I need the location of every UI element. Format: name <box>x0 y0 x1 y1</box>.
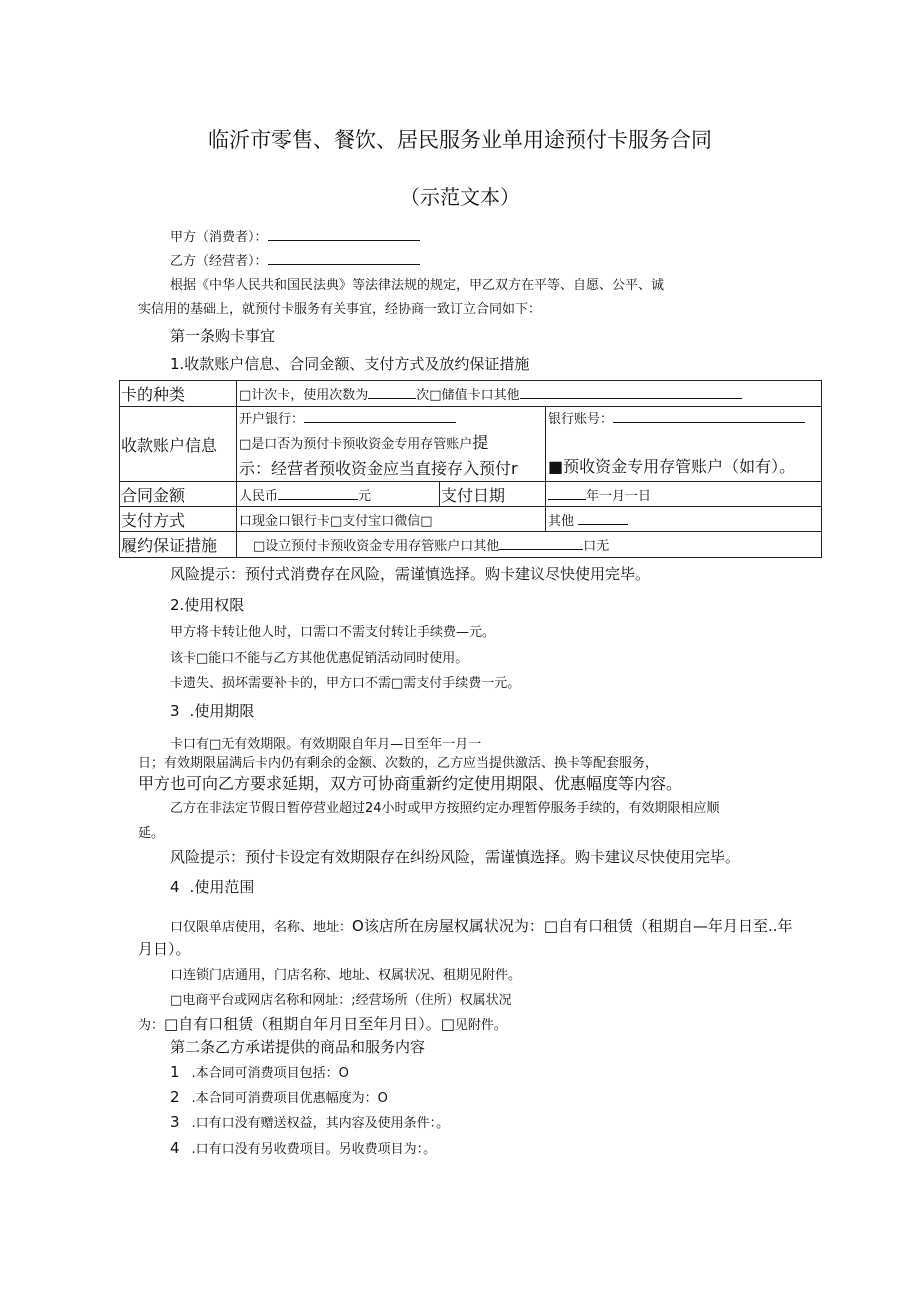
section-4-line-1: 口仅限单店使用，名称、地址：O该店所在房屋权属状况为：□自有口租赁（租期自—年月日至..年 <box>170 917 793 935</box>
section-3-line-5: 延。 <box>138 826 165 841</box>
risk-notice-1: 风险提示：预付式消费存在风险，需谨慎选择。购卡建议尽快使用完毕。 <box>170 565 651 583</box>
section-2-line-3: 卡遗失、损坏需要补卡的，甲方口不需□需支付手续费一元。 <box>170 676 521 691</box>
risk-notice-2: 风险提示：预付卡设定有效期限存在纠纷风险，需谨慎选择。购卡建议尽快使用完毕。 <box>170 848 741 866</box>
guarantee-label: 履约保证措施 <box>120 532 237 558</box>
pay-method-label: 支付方式 <box>120 507 237 532</box>
section-2-heading: 2.使用权限 <box>170 596 245 614</box>
section-4-line-4: □电商平台或网店名称和网址：;经营场所（住所）权属状况 <box>170 993 512 1008</box>
pay-method-other[interactable]: 其他 <box>546 507 822 532</box>
article-2-item-4: 4 .口有口没有另收费项目。另收费项目为：。 <box>170 1139 437 1157</box>
section-2-line-2: 该卡□能口不能与乙方其他优惠促销活动同时使用。 <box>170 651 469 666</box>
pay-date-label: 支付日期 <box>440 482 546 507</box>
section-4-heading: 4 .使用范围 <box>170 878 255 896</box>
account-info-left: 开户银行： □是口否为预付卡预收资金专用存管账户提 示：经营者预收资金应当直接存入预付r <box>237 407 546 482</box>
party-b-label: 乙方（经营者）： <box>170 254 268 269</box>
bank-name-blank[interactable] <box>304 421 456 423</box>
bank-account-blank[interactable] <box>613 421 805 423</box>
intro-line-1: 根据《中华人民共和国民法典》等法律法规的规定，甲乙双方在平等、自愿、公平、诚 <box>170 278 665 293</box>
account-info-right: 银行账号： ■预收资金专用存管账户（如有）。 <box>546 407 822 482</box>
pay-method-options[interactable]: 口现金口银行卡□支付宝口微信□ <box>237 507 546 532</box>
section-4-line-2: 月日）。 <box>138 940 191 958</box>
contract-amount-label: 合同金额 <box>120 482 237 507</box>
section-2-line-1: 甲方将卡转让他人时，口需口不需支付转让手续费—元。 <box>170 625 496 640</box>
section-3-line-3: 甲方也可向乙方要求延期，双方可协商重新约定使用期限、优惠幅度等内容。 <box>138 774 683 793</box>
card-type-value[interactable]: □计次卡，使用次数为 次□储值卡口其他 <box>237 381 822 407</box>
party-a-blank[interactable] <box>268 239 420 241</box>
section-4-line-5: 为：□自有口租赁（租期自年月日至年月日）。□见附件。 <box>138 1015 507 1033</box>
document-subtitle: （示范文本） <box>400 185 520 209</box>
deposit-hint: 示：经营者预收资金应当直接存入预付r <box>239 459 518 478</box>
article-1-heading: 第一条购卡事宜 <box>170 327 276 345</box>
contract-amount-value[interactable]: 人民币 元 <box>237 482 440 507</box>
guarantee-value[interactable]: □设立预付卡预收资金专用存管账户口其他 口无 <box>237 532 822 558</box>
party-a-label: 甲方（消费者）： <box>170 230 268 245</box>
section-3-line-4: 乙方在非法定节假日暂停营业超过24小时或甲方按照约定办理暂停服务手续的，有效期限相应顺 <box>170 801 720 816</box>
party-a-line <box>170 226 420 245</box>
document-title: 临沂市零售、餐饮、居民服务业单用途预付卡服务合同 <box>208 128 712 152</box>
pay-date-value[interactable]: 年一月一日 <box>546 482 822 507</box>
intro-line-2: 实信用的基础上，就预付卡服务有关事宜，经协商一致订立合同如下： <box>138 302 542 317</box>
article-2-item-2: 2 .本合同可消费项目优惠幅度为：O <box>170 1088 388 1106</box>
section-3-heading: 3 .使用期限 <box>170 702 255 720</box>
section-3-line-2: 日；有效期限届满后卡内仍有剩余的金额、次数的，乙方应当提供激活、换卡等配套服务， <box>138 756 659 771</box>
account-info-label: 收款账户信息 <box>120 407 237 482</box>
party-b-blank[interactable] <box>268 263 420 265</box>
article-2-item-3: 3 .口有口没有赠送权益，其内容及使用条件：。 <box>170 1113 450 1131</box>
section-1-1-heading: 1.收款账户信息、合同金额、支付方式及放约保证措施 <box>170 355 530 373</box>
dedicated-account-check[interactable]: □是口否为预付卡预收资金专用存管账户 <box>239 437 473 452</box>
deposit-hint-cont: ■预收资金专用存管账户（如有）。 <box>548 457 796 476</box>
article-2-item-1: 1 .本合同可消费项目包括：O <box>170 1063 349 1081</box>
section-3-line-1: 卡口有□无有效期限。有效期限自年月—日至年一月一 <box>170 737 482 752</box>
contract-info-table <box>119 380 822 558</box>
card-type-label: 卡的种类 <box>120 381 237 407</box>
party-b-line <box>170 250 420 269</box>
article-2-heading: 第二条乙方承诺提供的商品和服务内容 <box>170 1038 426 1056</box>
section-4-line-3: 口连锁门店通用，门店名称、地址、权属状况、租期见附件。 <box>170 968 522 983</box>
